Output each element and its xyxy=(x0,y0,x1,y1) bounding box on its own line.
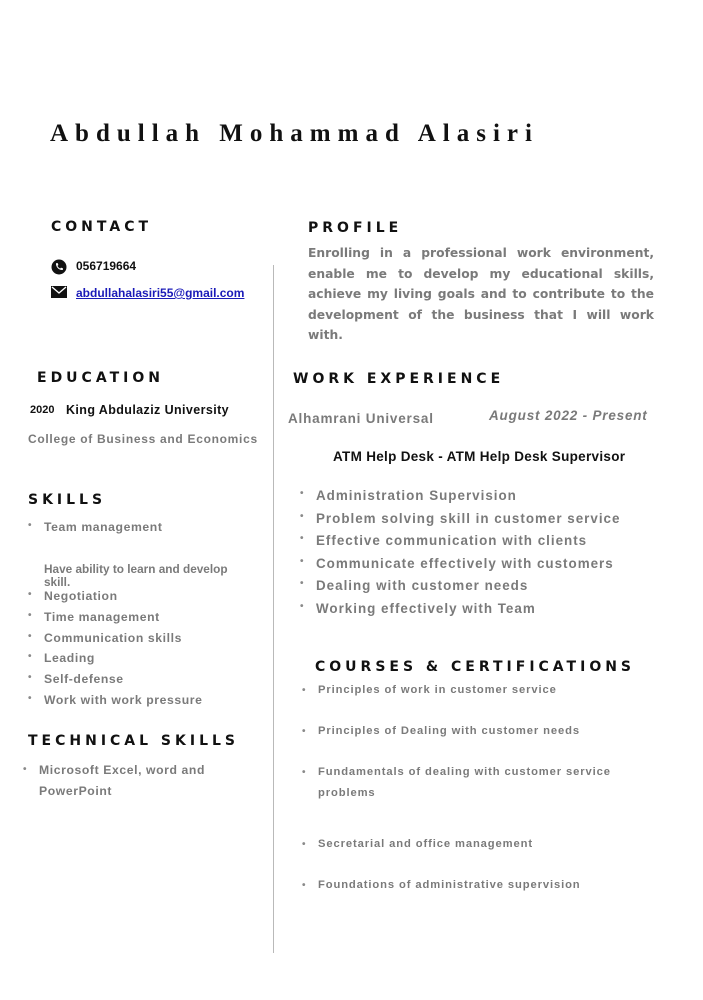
education-institution: King Abdulaziz University xyxy=(66,403,230,417)
work-duty-item: • Effective communication with clients xyxy=(300,533,640,556)
work-duty-item: • Administration Supervision xyxy=(300,488,640,511)
work-dates: August 2022 - Present xyxy=(489,408,648,423)
course-item: • Principles of work in customer service xyxy=(302,680,622,701)
technical-skills-heading: TECHNICAL SKILLS xyxy=(28,733,239,749)
education-year: 2020 xyxy=(30,404,55,416)
courses-list-1 xyxy=(302,680,622,701)
work-duties-list xyxy=(300,488,640,623)
work-company: Alhamrani Universal xyxy=(288,411,434,426)
skills-heading: SKILLS xyxy=(28,492,107,508)
envelope-icon xyxy=(51,286,67,300)
courses-list-2 xyxy=(302,721,622,742)
work-role: ATM Help Desk - ATM Help Desk Supervisor xyxy=(333,449,626,464)
courses-list-5 xyxy=(302,875,622,896)
phone-icon xyxy=(51,259,67,273)
skill-item: • Team management xyxy=(28,520,268,534)
work-duty-item: • Problem solving skill in customer service xyxy=(300,511,640,534)
course-item: • Principles of Dealing with customer needs xyxy=(302,721,622,742)
work-duty-item: • Communicate effectively with customers xyxy=(300,556,640,579)
course-item: • Secretarial and office management xyxy=(302,834,622,855)
candidate-name: Abdullah Mohammad Alasiri xyxy=(50,120,539,147)
skills-list xyxy=(28,589,268,714)
column-divider xyxy=(273,265,274,953)
work-duty-item: • Dealing with customer needs xyxy=(300,578,640,601)
profile-heading: PROFILE xyxy=(308,220,403,236)
technical-skills-list xyxy=(23,760,223,801)
skills-note: Have ability to learn and develop skill. xyxy=(44,562,228,589)
contact-heading: CONTACT xyxy=(51,219,153,235)
contact-email xyxy=(51,286,244,300)
profile-text: Enrolling in a professional work environment, enable me to develop my educational skills, achieve my living goals and to contribute to the development of the business that I will work with. xyxy=(308,246,654,342)
email-link[interactable]: abdullahalasiri55@gmail.com xyxy=(76,286,245,300)
contact-phone xyxy=(51,259,136,273)
work-experience-heading: WORK EXPERIENCE xyxy=(293,371,505,387)
courses-list-4 xyxy=(302,834,622,855)
skills-first-list xyxy=(28,520,268,534)
courses-list-3 xyxy=(302,762,612,804)
skill-item: • Self-defense xyxy=(28,672,268,693)
courses-heading: COURSES & CERTIFICATIONS xyxy=(315,659,636,675)
skill-item: • Work with work pressure xyxy=(28,693,268,714)
skill-item: • Leading xyxy=(28,651,268,672)
skill-item: • Time management xyxy=(28,610,268,631)
education-heading: EDUCATION xyxy=(37,370,164,386)
course-item: • Foundations of administrative supervision xyxy=(302,875,622,896)
skill-item: • Negotiation xyxy=(28,589,268,610)
education-college: College of Business and Economics xyxy=(28,432,258,446)
course-item: • Fundamentals of dealing with customer service problems xyxy=(302,762,612,804)
phone-number: 056719664 xyxy=(76,259,137,273)
technical-skill-item: • Microsoft Excel, word and PowerPoint xyxy=(23,760,223,801)
work-duty-item: • Working effectively with Team xyxy=(300,601,640,624)
skill-item: • Communication skills xyxy=(28,631,268,652)
